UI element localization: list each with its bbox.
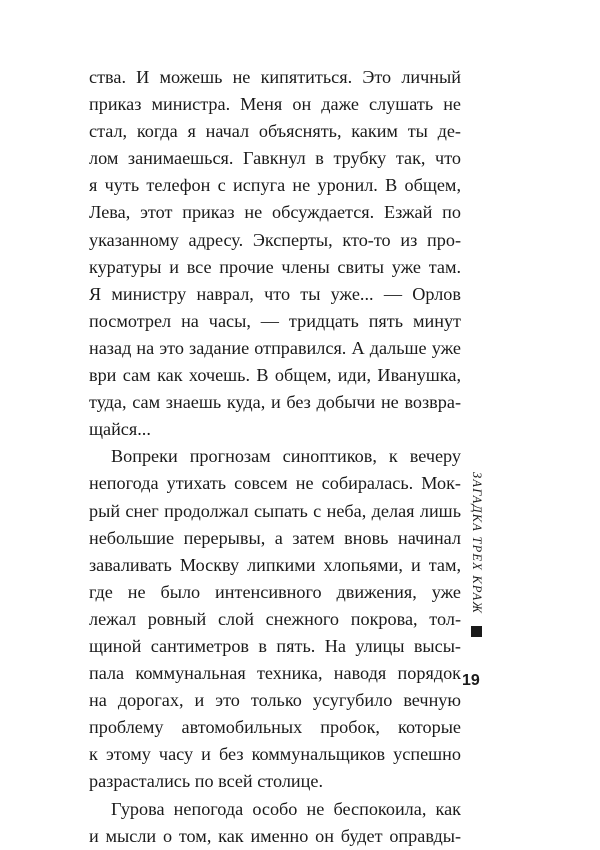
text-line: и мысли о том, как именно он будет оправды- <box>89 825 461 846</box>
text-line: заваливать Москву липкими хлопьями, и там, <box>89 554 461 575</box>
text-line: небольшие перерывы, а затем вновь начинал <box>89 527 461 548</box>
text-line: стал, когда я начал объяснять, каким ты де- <box>89 121 461 142</box>
text-line: разрастались по всей столице. <box>89 771 324 792</box>
running-title-marker <box>471 626 482 637</box>
text-line: Гурова непогода особо не беспокоила, как <box>111 798 461 819</box>
text-line: ври сам как хочешь. В общем, иди, Иванушка, <box>89 365 461 386</box>
text-line: Я министру наврал, что ты уже... — Орлов <box>89 283 461 304</box>
text-line: к этому часу и без коммунальщиков успешно <box>89 744 461 765</box>
text-line: указанному адресу. Эксперты, кто-то из про- <box>89 229 461 250</box>
text-line: щиной сантиметров в пять. На улицы высы- <box>89 635 461 656</box>
text-line: непогода утихать совсем не собиралась. Мок- <box>89 473 461 494</box>
text-line: пала коммунальная техника, наводя порядок <box>89 663 461 684</box>
running-title: ЗАГАДКА ТРЕХ КРАЖ <box>470 472 484 615</box>
page-number: 19 <box>462 672 480 689</box>
text-line: лом занимаешься. Гавкнул в трубку так, что <box>89 148 461 169</box>
text-line: щайся... <box>89 419 151 440</box>
text-line: где не было интенсивного движения, уже <box>89 581 461 602</box>
text-line: приказ министра. Меня он даже слушать не <box>89 94 461 115</box>
text-line: куратуры и все прочие члены свиты уже там. <box>89 256 461 277</box>
text-line: назад на это задание отправился. А дальше уже <box>89 337 461 358</box>
text-line: ства. И можешь не кипятиться. Это личный <box>89 67 461 87</box>
text-line: Лева, этот приказ не обсуждается. Езжай по <box>89 202 461 223</box>
body-text <box>89 64 461 850</box>
text-line: туда, сам знаешь куда, и без добычи не возвра- <box>89 392 461 413</box>
text-line: рый снег продолжал сыпать с неба, делая лишь <box>89 500 461 521</box>
text-line: я чуть телефон с испуга не уронил. В общем, <box>89 175 461 196</box>
text-line: Вопреки прогнозам синоптиков, к вечеру <box>111 446 461 467</box>
text-line: лежал ровный слой снежного покрова, тол- <box>89 608 461 629</box>
text-line: на дорогах, и это только усугубило вечную <box>89 690 461 711</box>
text-line: посмотрел на часы, — тридцать пять минут <box>89 310 461 331</box>
text-line: проблему автомобильных пробок, которые <box>89 717 461 738</box>
